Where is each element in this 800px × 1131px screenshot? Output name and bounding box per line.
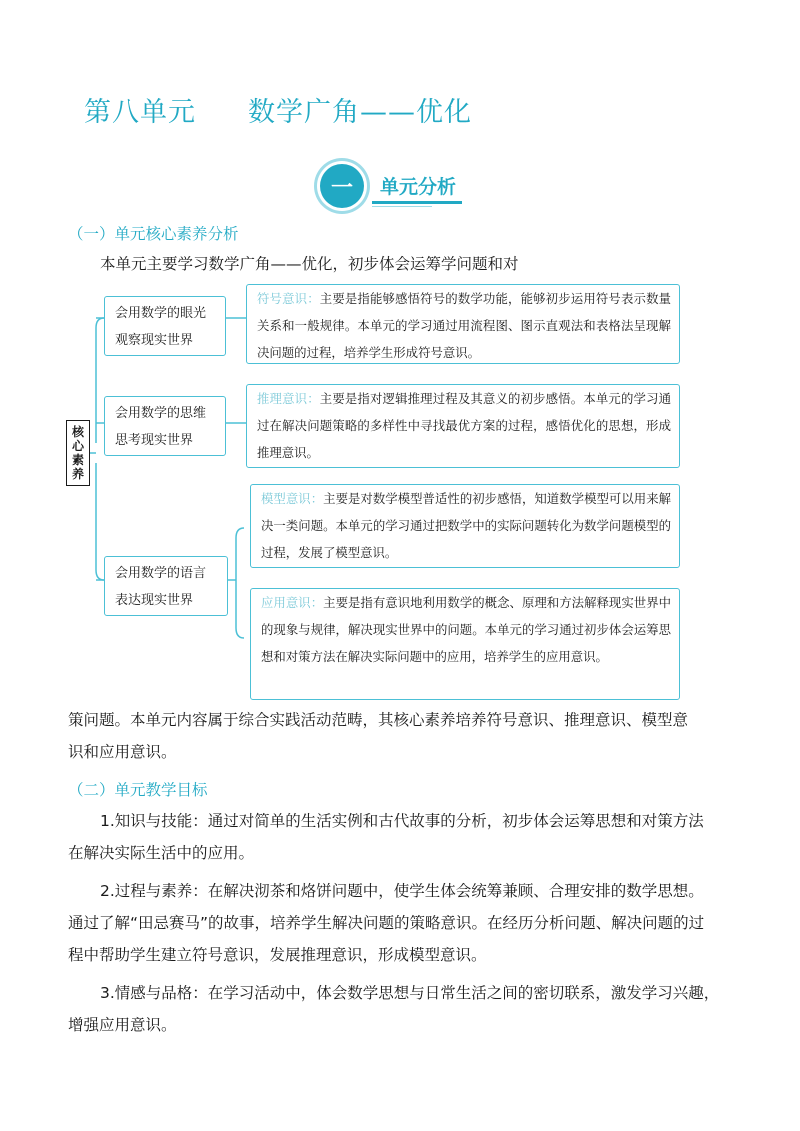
branch-label-line: 会用数学的语言 bbox=[115, 566, 207, 581]
leaf-text: 主要是指有意识地利用数学的概念、原理和方法解释现实世界中的现象与规律，解决现实世界中的问题。本单元的学习通过初步体会运筹思想和对策方法在解决实际问题中的应用，培养学生的应用意识。 bbox=[261, 595, 672, 664]
leaf-reasoning-awareness bbox=[246, 384, 680, 468]
branch-label-line: 会用数学的思维 bbox=[115, 406, 207, 421]
leaf-symbol-awareness bbox=[246, 284, 680, 364]
unit-number: 第八单元 bbox=[84, 97, 196, 128]
leaf-term: 符号意识： bbox=[257, 291, 320, 306]
badge-circle: 一 bbox=[320, 164, 364, 208]
branch-label-line: 观察现实世界 bbox=[115, 333, 194, 348]
section-badge bbox=[320, 164, 470, 210]
goal-line: 在解决实际生活中的应用。 bbox=[68, 844, 255, 862]
section-intro: 本单元主要学习数学广角——优化，初步体会运筹学问题和对 bbox=[100, 255, 519, 273]
leaf-term: 推理意识： bbox=[257, 391, 320, 406]
badge-underline-thin bbox=[372, 206, 432, 207]
leaf-text: 主要是指能够感悟符号的数学功能，能够初步运用符号表示数量关系和一般规律。本单元的学习通过用流程图、图示直观法和表格法呈现解决问题的过程，培养学生形成符号意识。 bbox=[257, 291, 672, 360]
badge-underline bbox=[372, 201, 462, 204]
branch-label-line: 思考现实世界 bbox=[115, 433, 194, 448]
leaf-application-awareness bbox=[250, 588, 680, 700]
goal-line: 程中帮助学生建立符号意识，发展推理意识，形成模型意识。 bbox=[68, 946, 487, 964]
leaf-term: 模型意识： bbox=[261, 491, 324, 506]
badge-label: 单元分析 bbox=[380, 176, 457, 198]
section-outro-line: 识和应用意识。 bbox=[68, 743, 177, 761]
section-outro-line: 策问题。本单元内容属于综合实践活动范畴，其核心素养培养符号意识、推理意识、模型意 bbox=[68, 711, 689, 729]
core-literacy-diagram bbox=[60, 288, 700, 706]
section-heading-goals: （二）单元教学目标 bbox=[68, 781, 208, 799]
goal-line: 3.情感与品格：在学习活动中，体会数学思想与日常生活之间的密切联系，激发学习兴趣， bbox=[100, 984, 720, 1002]
goal-line: 2.过程与素养：在解决沏茶和烙饼问题中，使学生体会统筹兼顾、合理安排的数学思想。 bbox=[100, 882, 704, 900]
branch-label-line: 会用数学的眼光 bbox=[115, 306, 207, 321]
goal-line: 通过了解“田忌赛马”的故事，培养学生解决问题的策略意识。在经历分析问题、解决问题的过 bbox=[68, 914, 705, 932]
goal-line: 1.知识与技能：通过对简单的生活实例和古代故事的分析，初步体会运筹思想和对策方法 bbox=[100, 812, 704, 830]
leaf-term: 应用意识： bbox=[261, 595, 324, 610]
unit-topic: 数学广角——优化 bbox=[248, 97, 472, 128]
branch-express bbox=[104, 556, 228, 616]
branch-label-line: 表达现实世界 bbox=[115, 593, 194, 608]
leaf-text: 主要是指对逻辑推理过程及其意义的初步感悟。本单元的学习通过在解决问题策略的多样性中寻找最优方案的过程，感悟优化的思想，形成推理意识。 bbox=[257, 391, 672, 460]
leaf-text: 主要是对数学模型普适性的初步感悟，知道数学模型可以用来解决一类问题。本单元的学习通过把数学中的实际问题转化为数学问题模型的过程，发展了模型意识。 bbox=[261, 491, 672, 560]
branch-think bbox=[104, 396, 226, 456]
leaf-model-awareness bbox=[250, 484, 680, 568]
branch-observe bbox=[104, 296, 226, 356]
goal-line: 增强应用意识。 bbox=[68, 1016, 177, 1034]
section-heading-core: （一）单元核心素养分析 bbox=[68, 225, 239, 243]
core-literacy-root: 核 心 素 养 bbox=[66, 420, 90, 486]
page-title bbox=[84, 90, 472, 129]
